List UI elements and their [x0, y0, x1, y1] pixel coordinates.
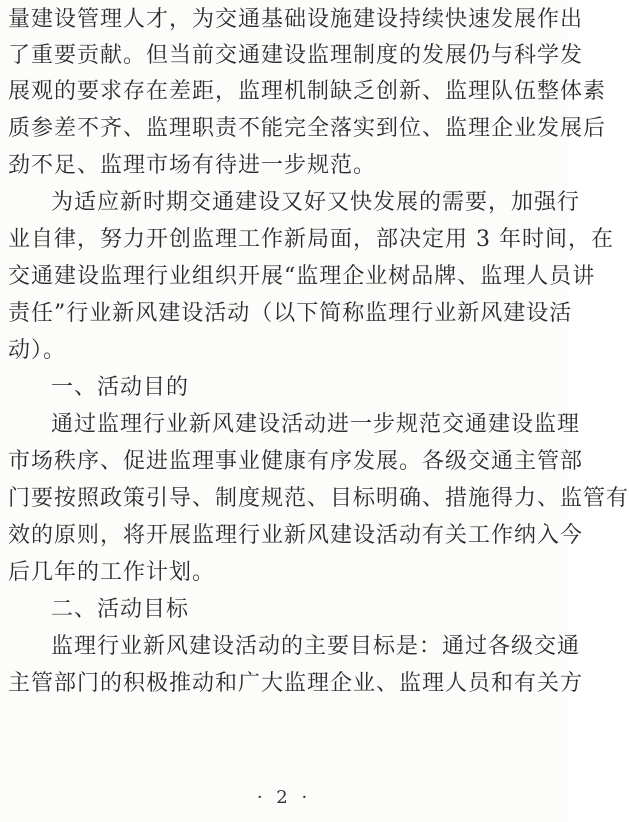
text-line: 展观的要求存在差距，监理机制缺乏创新、监理队伍整体素 — [8, 79, 607, 104]
text-line: 效的原则，将开展监理行业新风建设活动有关工作纳入今 — [8, 523, 584, 548]
text-line: 了重要贡献。但当前交通建设监理制度的发展仍与科学发 — [8, 43, 584, 68]
text-line: 量建设管理人才，为交通基础设施建设持续快速发展作出 — [8, 7, 584, 32]
text-line: 通过监理行业新风建设活动进一步规范交通建设监理 — [51, 412, 581, 437]
section-heading: 二、活动目标 — [51, 597, 190, 622]
text-line: 动）。 — [8, 338, 67, 363]
section-heading: 一、活动目的 — [51, 375, 190, 400]
page-number: · 2 · — [256, 787, 312, 808]
text-line: 业自律，努力开创监理工作新局面，部决定用 3 年时间，在 — [8, 227, 614, 252]
text-line: 劲不足、监理市场有待进一步规范。 — [8, 153, 377, 178]
text-line: 交通建设监理行业组织开展“监理企业树品牌、监理人员讲 — [8, 264, 596, 289]
text-line: 市场秩序、促进监理事业健康有序发展。各级交通主管部 — [8, 449, 584, 474]
text-line: 责任”行业新风建设活动（以下简称监理行业新风建设活 — [8, 301, 573, 326]
text-line: 门要按照政策引导、制度规范、目标明确、措施得力、监管有 — [8, 486, 629, 511]
text-line: 主管部门的积极推动和广大监理企业、监理人员和有关方 — [8, 671, 584, 696]
text-line: 监理行业新风建设活动的主要目标是：通过各级交通 — [51, 634, 581, 659]
text-line: 质参差不齐、监理职责不能完全落实到位、监理企业发展后 — [8, 116, 607, 141]
text-line: 后几年的工作计划。 — [8, 560, 216, 585]
text-line: 为适应新时期交通建设又好又快发展的需要，加强行 — [51, 190, 581, 215]
